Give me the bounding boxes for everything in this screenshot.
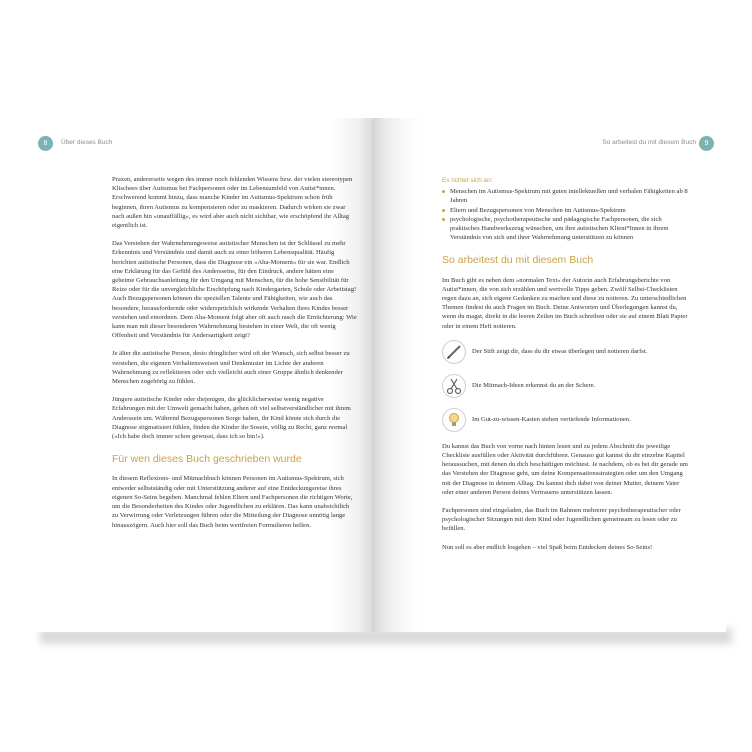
paragraph: Du kannst das Buch von vorne nach hinten lesen und zu jedem Abschnitt die jeweilige Checkliste ausfüllen oder Aktivität durchführen. Genauso gut kannst du dir einzelne Kapitel heraussuchen, mit denen du dich beschäftigen möchtest. Je nachdem, ob es bei dir gerade um das Verstehen der Diagnose geht, um deine Kompensationsstrategien oder um den Umgang mit der Diagnose in deinem Alltag. Du kannst dich dabei von deiner Mutter, deinem Vater oder einer anderen Person deines Vertrauens unterstützen lassen. bbox=[442, 442, 688, 496]
paragraph: Nun soll es aber endlich losgehen – viel Spaß beim Entdecken deines So-Seins! bbox=[442, 543, 653, 551]
lightbulb-icon bbox=[442, 408, 466, 432]
bullet-icon bbox=[442, 209, 445, 212]
pencil-icon bbox=[442, 340, 466, 364]
icon-legend-item bbox=[442, 408, 692, 432]
icon-legend-item bbox=[442, 340, 692, 364]
icon-legend-text: Der Stift zeigt dir, dass du dir etwas überlegen und notieren darfst. bbox=[472, 348, 648, 356]
icon-legend-text: Im Gut-zu-wissen-Kasten stehen vertiefende Informationen. bbox=[472, 416, 631, 424]
icon-legend-text: Die Mitmach-Ideen erkennst du an der Schere. bbox=[472, 382, 596, 390]
scissors-icon bbox=[442, 374, 466, 398]
running-head: So arbeitest du mit diesem Buch bbox=[602, 139, 696, 146]
paragraph: Praxen, andererseits wegen des immer noch fehlenden Wissens bzw. der vielen stereotypen Klischees über Autismus bei Fachpersonen oder im Lebensumfeld von Autist*innen. Erschwerend kommt hinzu, dass manche Kinder im Autismus-Spektrum schon früh beginnen, ihren Autismus zu kompensieren oder zu maskieren. Dadurch wirken sie zwar nach außen hin »unauffällig«, es wird aber auch nicht sichtbar, wie erschöpfend ihr Alltag eigentlich ist. bbox=[112, 176, 353, 230]
paragraph: In diesem Reflexions- und Mitmachbuch können Personen im Autismus-Spektrum, sich entweder selbstständig oder mit Unterstützung anderer auf eine Entdeckungsreise ihres eigenen So-Seins begeben. Manchmal fehlen Eltern und Fachpersonen die richtigen Worte, um die Besonderheiten des Kindes oder Jugendlichen zu erklären. Das kann unabsichtlich zu Verwirrung oder Verletzungen führen oder die Mitteilung der Diagnose unnötig lange hinauszögern. Auch hier soll das Buch beim wertfreien Formulieren helfen. bbox=[112, 475, 353, 529]
audience-heading: Es richtet sich an: bbox=[442, 177, 493, 184]
paragraph: Je älter die autistische Person, desto dringlicher wird oft der Wunsch, sich selbst besser zu verstehen, die eigenen Verhaltensweisen und Denkmuster im Lichte der anderen Wahrnehmung zu reflektieren oder sich vielleicht auch einer Gruppe ähnlich denkender Menschen zugehörig zu fühlen. bbox=[112, 350, 350, 386]
icon-legend-item bbox=[442, 374, 692, 398]
page-number-badge: 9 bbox=[699, 136, 714, 151]
audience-list bbox=[442, 187, 692, 242]
left-body-text bbox=[112, 175, 357, 539]
list-item: Menschen im Autismus-Spektrum mit guten intellektuellen und verbalen Fähigkeiten ab 8 Jahren bbox=[442, 187, 692, 205]
list-item: psychologische, psychotherapeutische und pädagogische Fachpersonen, die sich praktisches Handwerkszeug wünschen, um ihre autistischen Klient*Innen in ihrem Verständnis von sich und ihrer Wahrnehmung unterstützen zu können bbox=[442, 215, 692, 243]
section-heading: So arbeitest du mit diesem Buch bbox=[442, 254, 594, 267]
page-number-badge: 8 bbox=[38, 136, 53, 151]
paragraph: Jüngere autistische Kinder oder diejenigen, die glücklicherweise wenig negative Erfahrungen mit der Umwelt gemacht haben, gehen oft viel selbstverständlicher mit ihrem Anderssein um. Während Bezugspersonen Sorge haben, ihr Kind könne sich durch die Diagnose stigmatisiert fühlen, finden die Kinder ihr Sosein, völlig zu Recht, ganz normal (»Ich habe doch immer schon gewusst, dass ich so bin!«). bbox=[112, 396, 351, 441]
right-page bbox=[372, 118, 726, 632]
bullet-icon bbox=[442, 190, 445, 193]
bullet-icon bbox=[442, 218, 445, 221]
right-body-text bbox=[442, 176, 692, 561]
running-head: Über dieses Buch bbox=[61, 139, 113, 146]
left-page bbox=[34, 118, 372, 632]
paragraph: Fachpersonen sind eingeladen, das Buch im Rahmen mehrerer psychotherapeutischer oder psychologischer Sitzungen mit dem Kind oder Jugendlichen gemeinsam zu lesen oder zu befüllen. bbox=[442, 507, 681, 533]
paragraph: Im Buch gibt es neben dem »normalen Text« der Autorin auch Erfahrungsberichte von Autist*innen, die von sich erzählen und wertvolle Tipps geben. Zwölf Selbst-Checklisten regen dazu an, sich eigene Gedanken zu machen und diese zu notieren. Zu unterschiedlichen Themen findest du auch Fragen im Buch. Deine Antworten und Überlegungen kannst du, wenn du magst, direkt in die leeren Zeilen im Buch schreiben oder sie auf einem Blatt Papier oder in einem Heft notieren. bbox=[442, 276, 688, 330]
list-item: Eltern und Bezugspersonen von Menschen im Autismus-Spektrum bbox=[442, 206, 692, 215]
paragraph: Das Verstehen der Wahrnehmungsweise autistischer Menschen ist der Schlüssel zu mehr Erkenntnis und Verständnis und damit auch zu einer höheren Lebensqualität. Häufig berichten autistische Personen, dass die Diagnose ein »Aha-Moment« für sie war. Endlich eine Erklärung für das Gefühl des Andersseins, für den Eindruck, andere hätten eine geheime Gebrauchsanleitung für den Umgang mit Menschen, für die hohe Sensibilität für Reize oder für die unvergleichliche Erschöpfung nach Kindergarten, Schule oder Arbeitstag! Auch Bezugspersonen können die speziellen Talente und Fähigkeiten, wie auch das besondere, herausfordernde oder widersprüchlich wirkende Verhalten ihres Kindes besser verstehen und einordnen. Dem Aha-Moment folgt aber oft auch rasch die Ernüchterung: Wie kann man mit dieser besonderen Wahrnehmung bestehen in einer Welt, die oft wenig Offenheit und Verständnis für Andersartigkeit zeigt? bbox=[112, 240, 357, 340]
section-heading: Für wen dieses Buch geschrieben wurde bbox=[112, 453, 302, 466]
